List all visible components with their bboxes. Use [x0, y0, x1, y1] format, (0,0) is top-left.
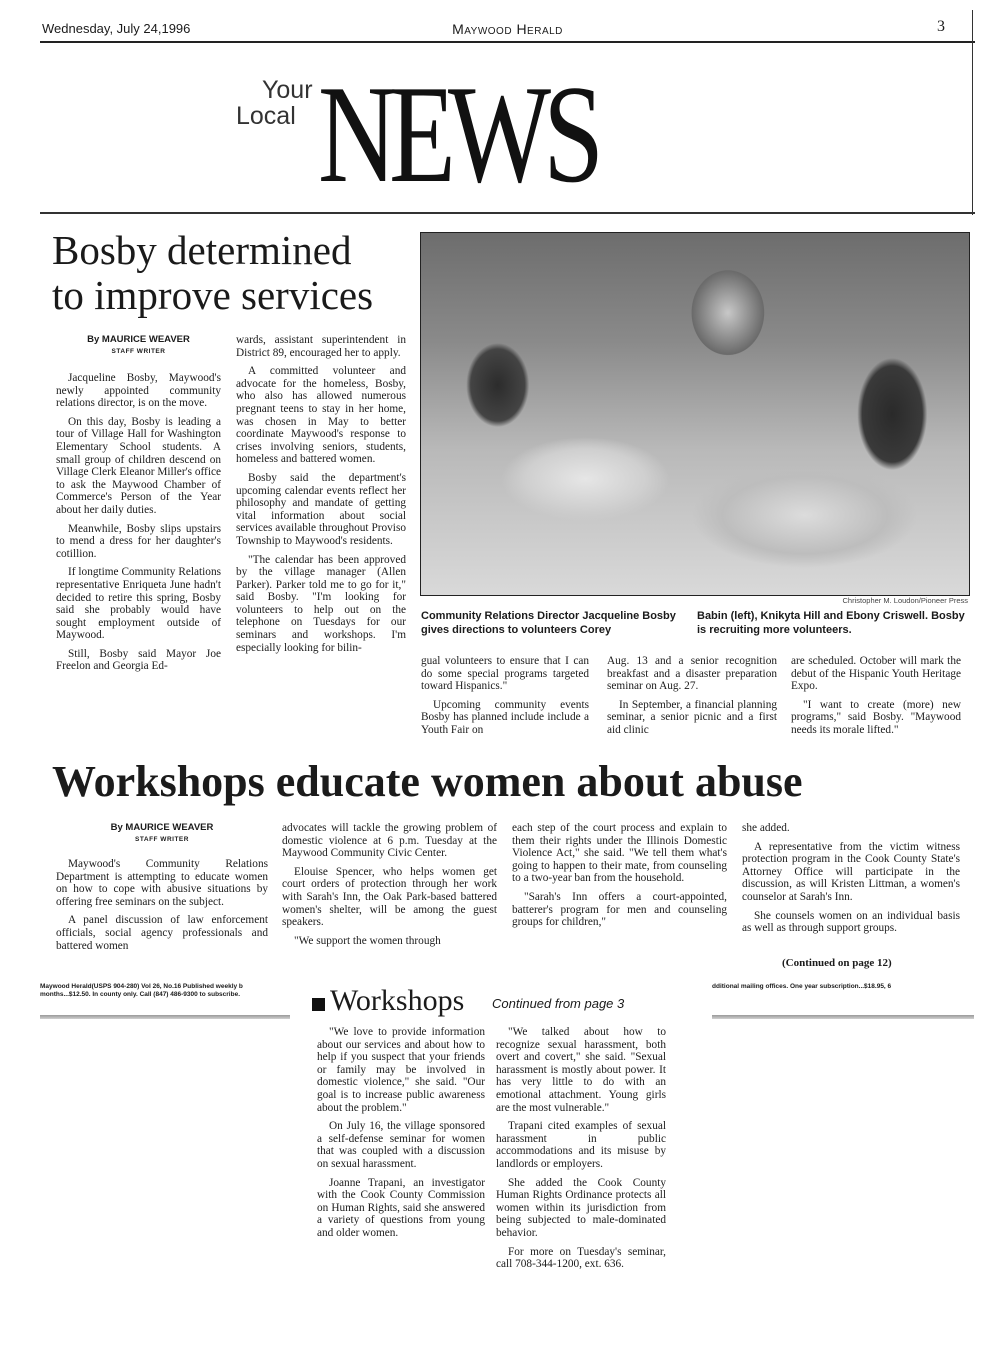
- headline-line-2: to improve services: [52, 272, 374, 318]
- paragraph: are scheduled. October will mark the debut of the Hispanic Youth Heritage Expo.: [791, 655, 961, 693]
- article2-column-2: [282, 822, 497, 953]
- paragraph: gual volunteers to ensure that I can do some special programs targeted toward Hispanics.": [421, 655, 589, 693]
- paragraph: she added.: [742, 822, 790, 834]
- paragraph: advocates will tackle the growing problem of domestic violence at 6 p.m. Tuesday at the Maywood Community Civic Center.: [282, 822, 497, 860]
- continuation-column-2: [496, 1026, 666, 1277]
- article1-headline: [52, 228, 412, 318]
- paragraph: Aug. 13 and a senior recognition breakfast and a disaster preparation seminar on Aug. 27.: [607, 655, 777, 693]
- footer-line-1: Maywood Herald(USPS 904-280) Vol 26, No.16 Published weekly b: [40, 983, 243, 990]
- paragraph: each step of the court process and explain to them their rights under the Illinois Domestic Violence Act," she said. "We tell them what's going to happen to their mate, from counseling to a two-year ban from the household.: [512, 822, 727, 885]
- paragraph: Upcoming community events Bosby has planned include include a Youth Fair on: [421, 698, 589, 736]
- continuation-column-1: [317, 1026, 485, 1246]
- paragraph: "Sarah's Inn offers a court-appointed, batterer's program for men and counseling groups for children,": [512, 890, 727, 929]
- paragraph: She counsels women on an individual basis as well as through support groups.: [742, 909, 960, 935]
- continuation-subtitle: Continued from page 3: [492, 996, 625, 1011]
- masthead-your: Your: [262, 76, 313, 104]
- continuation-title: Workshops: [330, 984, 465, 1017]
- masthead-local: Local: [236, 102, 296, 130]
- paragraph: "We talked about how to recognize sexual harassment, both overt and covert," she said. "Sexual harassment is mostly about power. It has very little to do with an emotional attachment. Young girls are the most vulnerable.": [496, 1026, 666, 1114]
- caption-right: Babin (left), Knikyta Hill and Ebony Criswell. Bosby is recruiting more volunteers.: [697, 610, 965, 636]
- paragraph: Joanne Trapani, an investigator with the Cook County Commission on Human Rights, said she answered a variety of questions from young and older women.: [317, 1176, 485, 1239]
- article1-column-3: [421, 655, 589, 743]
- header-page-number: 3: [937, 18, 945, 35]
- article2-column-3: [512, 822, 727, 935]
- footer-strip-right: [712, 1015, 974, 1019]
- continuation-header: [312, 984, 702, 1020]
- article2-headline: Workshops educate women about abuse: [52, 757, 803, 806]
- header-paper-name: Maywood Herald: [452, 21, 563, 37]
- masthead-rule: [40, 212, 975, 214]
- footer-strip-left: [40, 1015, 290, 1019]
- paragraph: "We love to provide information about our services and about how to help if you suspect that your friends or family may be involved in domestic violence," she said. "Our goal is to increase public awareness about the problem.": [317, 1026, 485, 1114]
- paragraph: Still, Bosby said Mayor Joe Freelon and Georgia Ed-: [56, 647, 221, 673]
- paragraph: Meanwhile, Bosby slips upstairs to mend a dress for her daughter's cotillion.: [56, 522, 221, 560]
- paragraph: Jacqueline Bosby, Maywood's newly appointed community relations director, is on the move.: [56, 372, 221, 410]
- article1-byline: By MAURICE WEAVER STAFF WRITER: [56, 334, 221, 358]
- article2-byline: By MAURICE WEAVER STAFF WRITER: [56, 822, 268, 846]
- footer-subscription-info: dditional mailing offices. One year subscription...$18.95, 6: [712, 983, 892, 990]
- article1-column-1: [56, 334, 221, 679]
- page-header: [40, 18, 975, 42]
- header-rule: [40, 41, 975, 43]
- article1-column-2: [236, 334, 406, 660]
- paragraph: "The calendar has been approved by the village manager (Allen Parker). Parker told me to go for it," said Bosby. "I'm looking for volunteers to help out on the telephone on Tuesdays for our seminars and workshops. I'm especially looking for bilin-: [236, 553, 406, 654]
- article1-column-4: [607, 655, 777, 743]
- paragraph: Trapani cited examples of sexual harassment in public accommodations and its misuse by landlords or employers.: [496, 1120, 666, 1170]
- masthead-news: NEWS: [318, 57, 597, 212]
- headline-line-1: Bosby determined: [52, 227, 352, 273]
- paragraph: Bosby said the department's upcoming calendar events reflect her philosophy and mandate of getting vital information about social services available throughout Proviso Township to Maywood's residents.: [236, 471, 406, 547]
- paragraph: Maywood's Community Relations Department is attempting to educate women on how to cope with abusive situations by offering free seminars on the subject.: [56, 858, 268, 908]
- paragraph: She added the Cook County Human Rights Ordinance protects all women within its jurisdiction from being subjected to male-dominated behavior.: [496, 1176, 666, 1239]
- footer-publication-info: [40, 983, 290, 999]
- paragraph: "I want to create (more) new programs," said Bosby. "Maywood needs its morale lifted.": [791, 698, 961, 736]
- paragraph: In September, a financial planning seminar, a senior picnic and a first aid clinic: [607, 698, 777, 736]
- paragraph: "We support the women through: [294, 934, 441, 947]
- paragraph: A committed volunteer and advocate for the homeless, Bosby, who also has allowed numerous pregnant teens to stay in her home, was chosen in May to better coordinate Maywood's response to crises involving seniors, students, homeless and battered women.: [236, 365, 406, 466]
- article1-column-5: [791, 655, 961, 743]
- paragraph: Elouise Spencer, who helps women get court orders of protection through her work with Sarah's Inn, the Oak Park-based battered women's shelter, will be among the guest speakers.: [282, 865, 497, 929]
- footer-line-2: months...$12.50. In county only. Call (847) 486-9300 to subscribe.: [40, 991, 241, 998]
- paragraph: On this day, Bosby is leading a tour of Village Hall for Washington Elementary School students. A small group of children descend on Village Clerk Eleanor Miller's office to ask the Maywood Chamber of Commerce's Person of the Year about her daily duties.: [56, 415, 221, 516]
- article2-column-4: [742, 822, 960, 941]
- continued-notice: (Continued on page 12): [782, 957, 892, 969]
- article2-column-1: [56, 822, 268, 958]
- square-bullet-icon: [312, 998, 325, 1011]
- paragraph: For more on Tuesday's seminar, call 708-344-1200, ext. 636.: [496, 1245, 666, 1271]
- caption-left: Community Relations Director Jacqueline Bosby gives directions to volunteers Corey: [421, 610, 676, 636]
- paragraph: If longtime Community Relations representative Enriqueta June hadn't decided to retire this spring, Bosby said she probably would have sought employment outside of Maywood.: [56, 566, 221, 642]
- byline-role: STAFF WRITER: [111, 348, 166, 355]
- paragraph: A representative from the victim witness protection program in the Cook County State's Attorney Office will participate in the discussion, as will Kristen Littman, a women's counselor at Sarah's Inn.: [742, 840, 960, 903]
- photo-credit: Christopher M. Loudon/Pioneer Press: [842, 596, 968, 605]
- article1-photo: [420, 232, 970, 596]
- header-right-border: [972, 10, 973, 215]
- byline-role: STAFF WRITER: [135, 836, 189, 843]
- paragraph: On July 16, the village sponsored a self-defense seminar for women that was coupled with a discussion on sexual harassment.: [317, 1120, 485, 1170]
- paragraph: A panel discussion of law enforcement officials, social agency professionals and battered women: [56, 914, 268, 952]
- paragraph: wards, assistant superintendent in District 89, encouraged her to apply.: [236, 334, 406, 359]
- header-date: Wednesday, July 24,1996: [42, 21, 191, 36]
